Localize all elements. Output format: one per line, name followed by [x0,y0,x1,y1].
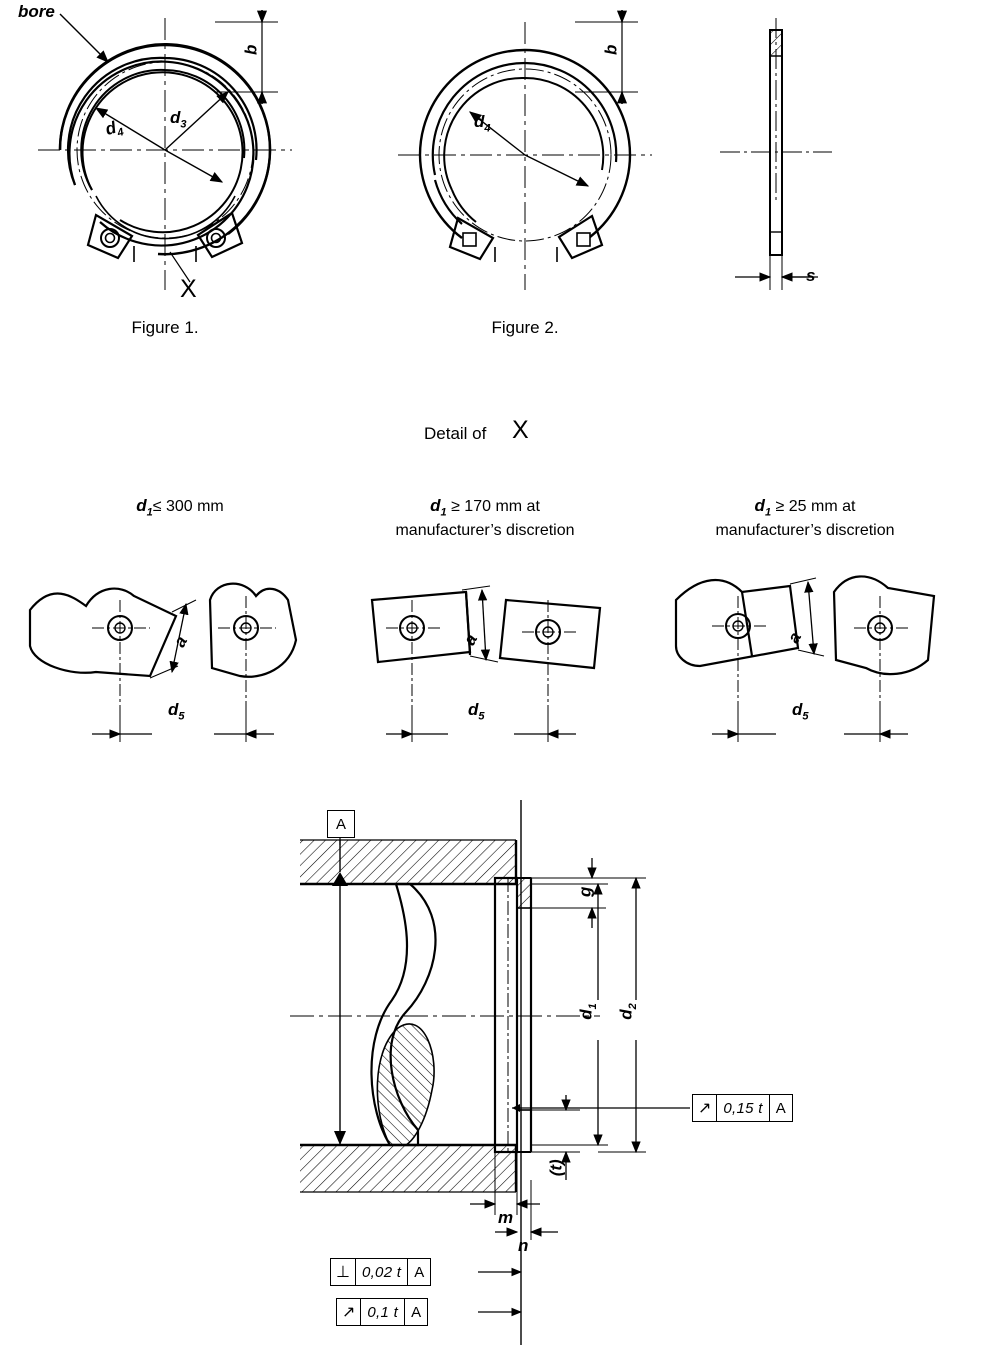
detail-condition-3-symbol: $d_1$ [754,496,772,519]
detail-3-dim-a: a [783,629,806,647]
detail-condition-3-text-line2: manufacturer’s discretion [715,522,895,540]
detail-condition-2-text-line2: manufacturer’s discretion [395,522,575,540]
tolerance-datum-a-2: A [414,1263,425,1281]
detail-1-dim-d5: $d_5$ [168,700,185,723]
detail-variant-2-geometry [372,586,600,742]
tolerance-datum-a-1: A [775,1099,786,1117]
tolerance-frame-runout-015 [692,1094,793,1122]
figure2-dim-d4: $d_4$ [474,112,491,135]
perpendicularity-symbol-icon: ⊥ [331,1259,356,1285]
runout-symbol-icon: ↗ [693,1095,717,1121]
tolerance-frame-perpendicularity [330,1258,431,1286]
detail-title-marker-x: X [512,416,529,444]
detail-condition-1-text: ≤ 300 mm [152,498,224,515]
detail-condition-2-symbol: $d_1$ [430,496,447,519]
detail-condition-3 [670,495,940,542]
detail-2-dim-d5: $d_5$ [468,700,485,723]
detail-condition-1 [60,495,300,520]
section-dim-m: m [498,1208,514,1227]
figure1-dim-d4: $d_4$ [103,117,126,140]
section-dim-t: (t) [546,1159,566,1177]
detail-1-dim-a: a [169,633,192,651]
side-view-dim-s: s [806,266,816,285]
detail-condition-2-text: ≥ 170 mm at [451,498,540,515]
section-dim-n: n [518,1236,529,1255]
figure1-dim-d3: $d_3$ [170,108,187,131]
section-dim-g: g [575,886,595,897]
figure1-detail-marker-x: X [180,275,197,303]
tolerance-datum-a-3: A [411,1303,422,1321]
figure2-dim-b: b [601,44,621,55]
tolerance-value-01: 0,1 t [361,1299,405,1325]
bore-callout-label: bore [18,2,55,21]
datum-label-a-box: A [327,810,355,838]
side-view-geometry [720,18,832,290]
detail-2-dim-a: a [459,631,482,649]
tolerance-frame-runout-01 [336,1298,428,1326]
section-dim-d1: $d_1$ [576,1003,600,1020]
runout-symbol-icon-2: ↗ [337,1299,361,1325]
figure1-dim-b: b [241,44,261,55]
detail-variant-1-geometry [30,584,296,742]
detail-condition-2 [350,495,620,542]
tolerance-value-015: 0,15 t [717,1095,769,1121]
figure1-caption: Figure 1. [131,318,199,337]
detail-title: Detail of [424,424,487,443]
detail-3-dim-d5: $d_5$ [792,700,809,723]
section-dim-d2: $d_2$ [616,1003,640,1020]
tolerance-value-002: 0,02 t [356,1259,408,1285]
detail-condition-3-text: ≥ 25 mm at [775,498,856,515]
detail-condition-1-symbol: $d_1$ [136,496,153,519]
figure2-caption: Figure 2. [491,318,559,337]
